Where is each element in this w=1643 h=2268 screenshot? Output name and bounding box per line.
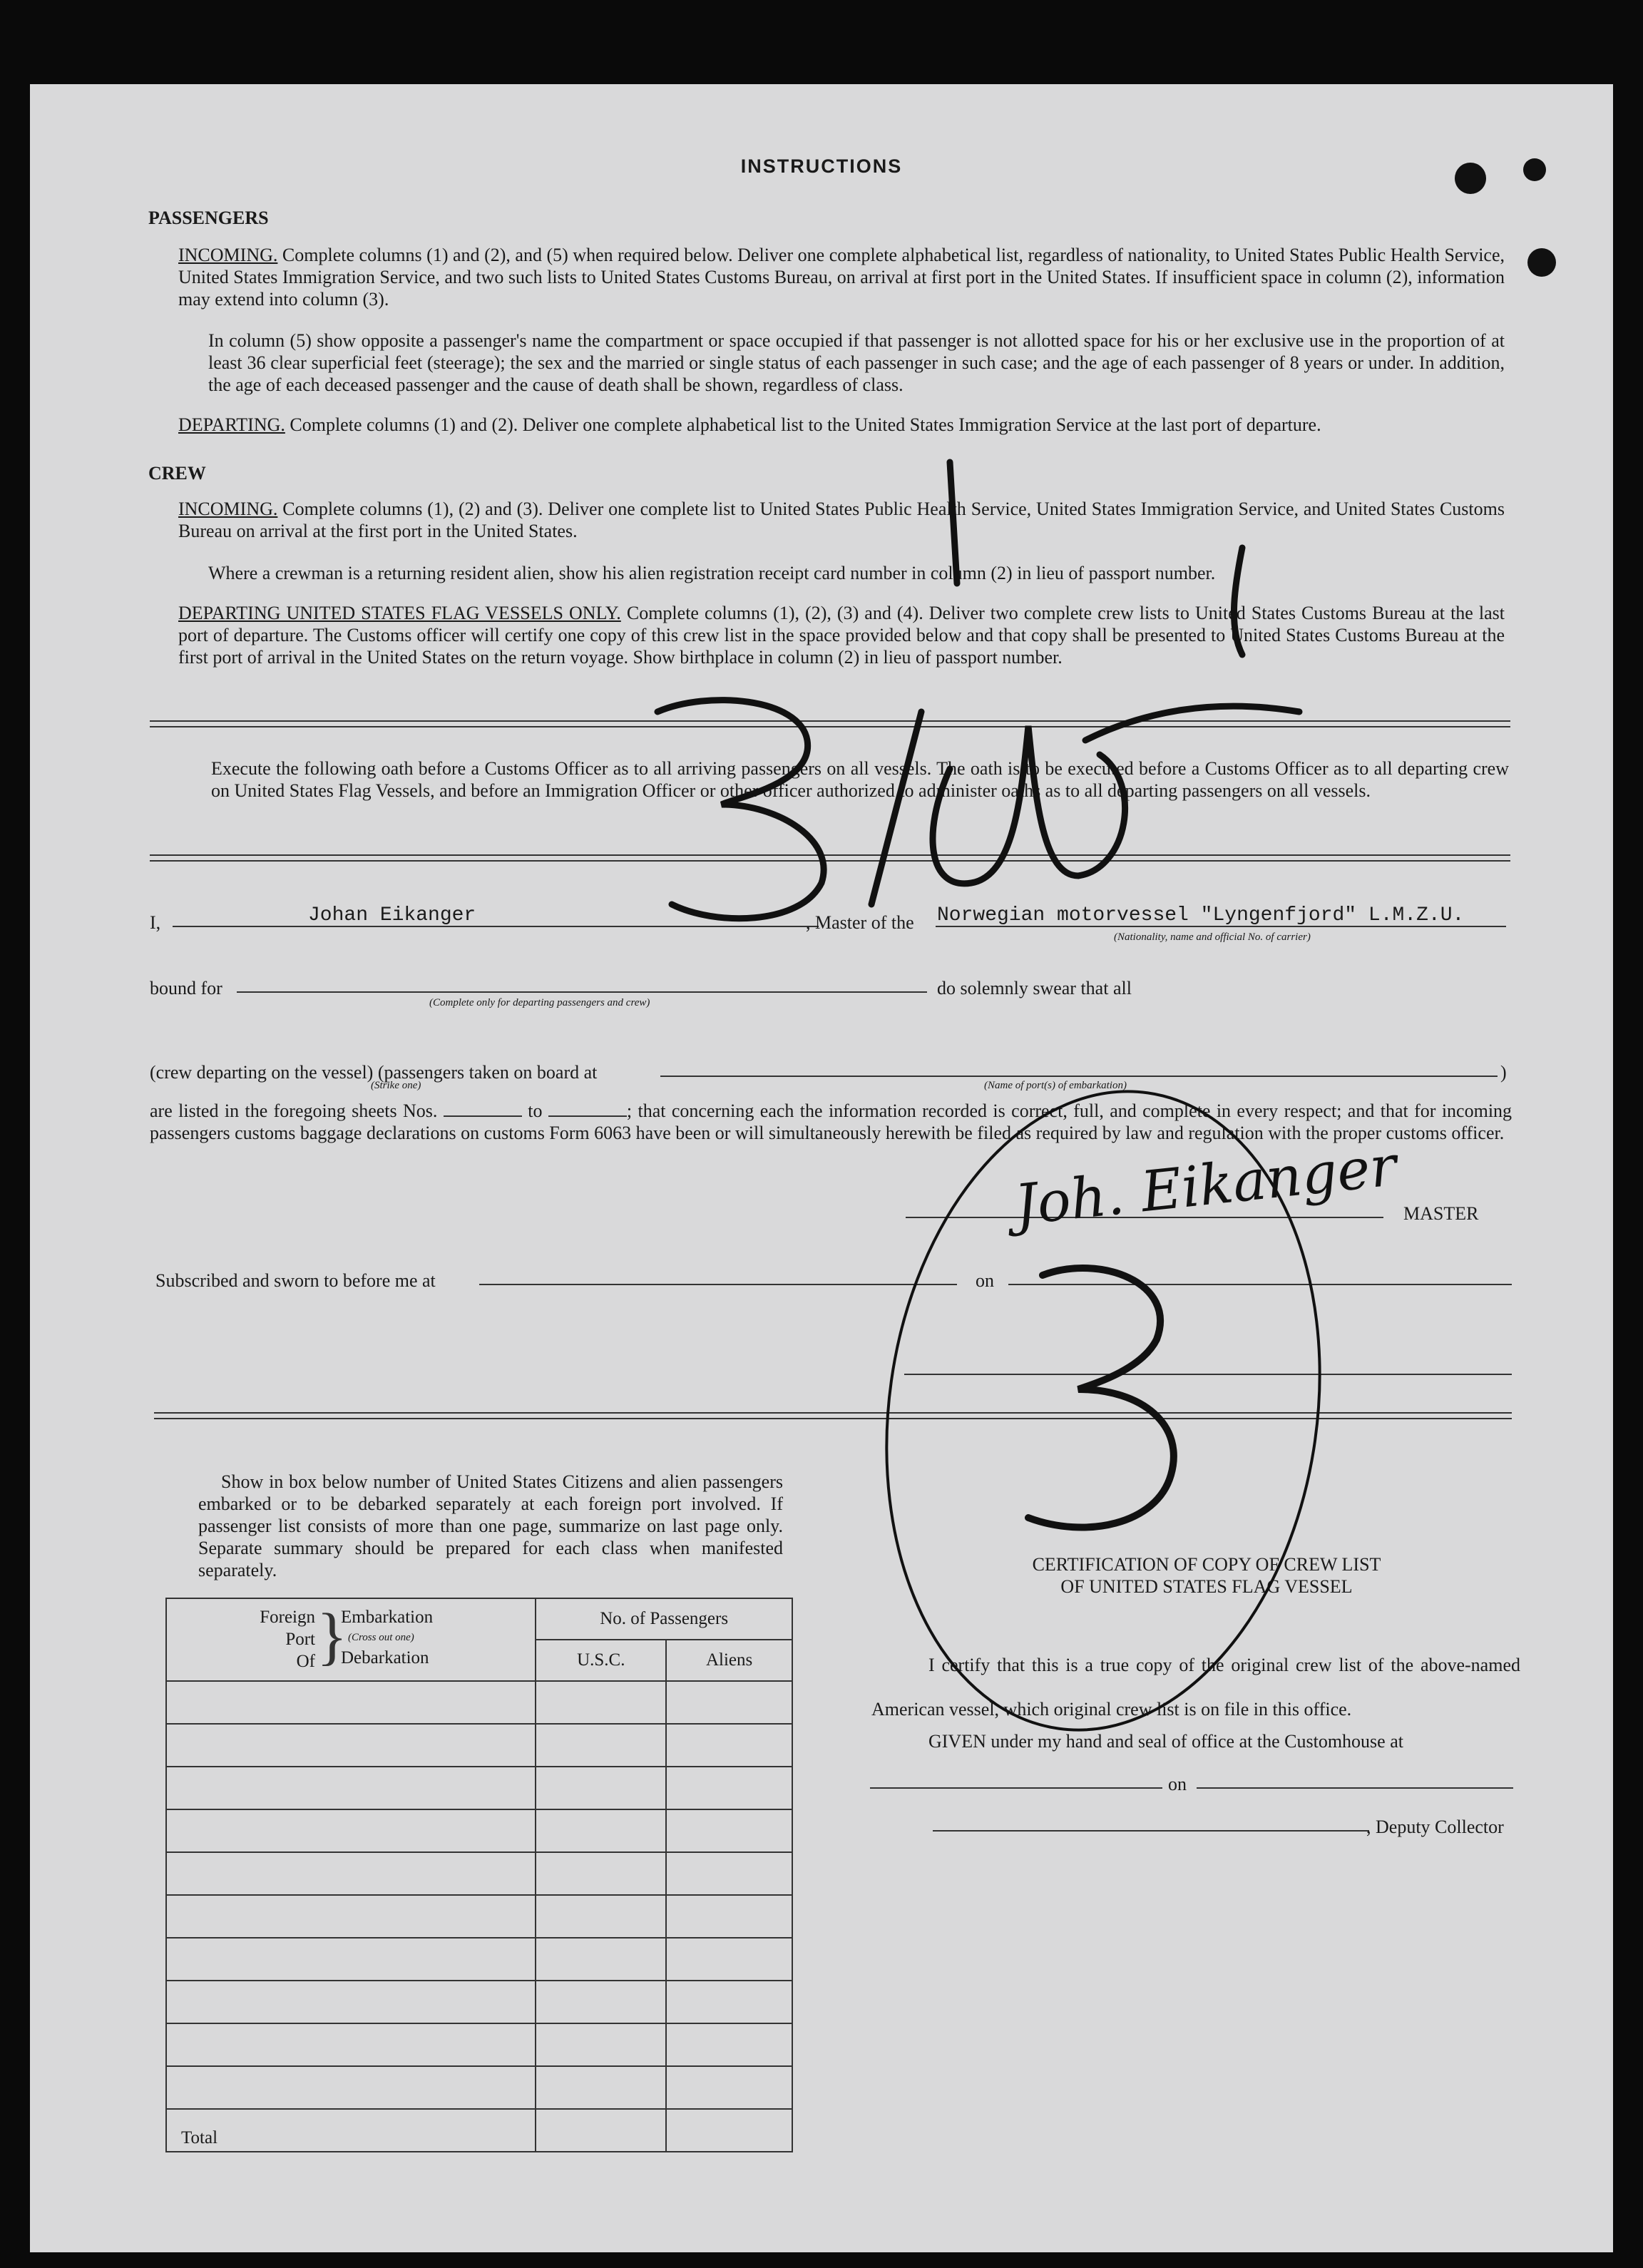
listed-text-1: are listed in the foregoing sheets Nos. [150, 1100, 438, 1121]
brace-icon: } [317, 1601, 348, 1672]
subscribed-label: Subscribed and sworn to before me at [155, 1270, 436, 1291]
passengers-incoming-label: INCOMING. [178, 245, 278, 265]
certification-title-2: OF UNITED STATES FLAG VESSEL [1060, 1576, 1353, 1597]
ink-blot-icon [1523, 158, 1546, 181]
col-foreign: Foreign [260, 1608, 315, 1627]
certification-title-1: CERTIFICATION OF COPY OF CREW LIST [1032, 1554, 1381, 1575]
passengers-departing-text: Complete columns (1) and (2). Deliver one complete alphabetical list to the United States Immigration Service at the last port of departure. [290, 414, 1321, 435]
ink-stroke-icon [1234, 548, 1242, 655]
passengers-heading: PASSENGERS [148, 208, 269, 228]
handwritten-tail-icon [1085, 706, 1299, 740]
page-title: INSTRUCTIONS [740, 155, 903, 177]
strike-caption: (Strike one) [371, 1080, 421, 1091]
subscribed-on-label: on [976, 1270, 994, 1291]
aliens-header: Aliens [666, 1640, 792, 1681]
bound-for-label: bound for [150, 978, 222, 998]
crew-incoming-label: INCOMING. [178, 499, 278, 519]
vessel-field[interactable]: Norwegian motorvessel "Lyngenfjord" L.M.Z.U. [937, 904, 1465, 926]
closing-paren: ) [1500, 1062, 1507, 1083]
circled-three-icon [1028, 1268, 1174, 1527]
ink-blot-icon [1455, 163, 1486, 194]
crew-departing-label: DEPARTING UNITED STATES FLAG VESSELS ONLY. [178, 603, 621, 623]
master-label: MASTER [1403, 1203, 1479, 1224]
passengers-incoming-text: Complete columns (1) and (2), and (5) when required below. Deliver one complete alphabetical list, regardless of nationality, to United States Public Health Service, United States Immigration Service, and two such lists to United States Customs Bureau, on arrival at first port in the United States. If insufficient space in column (2), information may extend into column (3). [178, 245, 1505, 310]
crew-departing-label: (crew departing on the vessel) (passengers taken on board at [150, 1062, 598, 1083]
handwritten-three-icon [657, 700, 824, 919]
usc-header: U.S.C. [536, 1640, 666, 1681]
handwritten-marks [30, 84, 1613, 2252]
crew-heading: CREW [148, 463, 206, 484]
document-page [30, 84, 1613, 2252]
master-name-field[interactable]: Johan Eikanger [308, 904, 476, 926]
master-signature: Joh. Eikanger [1011, 1134, 1400, 1238]
deputy-collector-label: , Deputy Collector [1366, 1817, 1504, 1837]
swear-label: do solemnly swear that all [937, 978, 1132, 998]
handwritten-two-icon [933, 726, 1125, 884]
crew-incoming-text: Complete columns (1), (2) and (3). Deliver one complete list to United States Public Health Service, United States Immigration Service, and United States Customs Bureau on arrival at the first port in the United States. [178, 499, 1505, 541]
oath-i-label: I, [150, 912, 161, 933]
listed-to: to [528, 1100, 543, 1121]
col-embarkation: Embarkation [341, 1608, 434, 1627]
master-of-label: , Master of the [806, 912, 914, 933]
summary-instruction: Show in box below number of United States Citizens and alien passengers embarked or to be debarked separately at each foreign port involved. If passenger list consists of more than one page, summarize on last page only. Separate summary should be prepared for each class when manifested separately. [198, 1471, 783, 1580]
listed-text-2: ; that concerning each the information recorded is correct, full, and complete in every respect; and that for incoming passengers customs baggage declarations on customs Form 6063 have been or will simultaneously herewith be filed as required by law and regulation with the proper customs officer. [150, 1100, 1513, 1143]
embarkation-caption: (Name of port(s) of embarkation) [984, 1080, 1127, 1091]
bound-for-caption: (Complete only for departing passengers and crew) [429, 997, 650, 1008]
fraction-annotation [1599, 1653, 1600, 1654]
passengers-column5-paragraph: In column (5) show opposite a passenger's name the compartment or space occupied if that passenger is not allotted space for his or her exclusive use in the proportion of at least 36 clear superficial feet (steerage); the sex and the married or single status of each passenger in such case; and the age of each passenger of 8 years or under. In addition, the age of each deceased passenger and the cause of death shall be shown, regardless of class. [208, 330, 1505, 395]
col-of: Of [296, 1652, 315, 1671]
oath-instruction: Execute the following oath before a Customs Officer as to all arriving passengers on all vessels. The oath is to be executed before a Customs Officer as to all departing crew on United States Flag Vessels, and before an Immigration Officer or other officer authorized to administer oaths as to all departing passengers on all vessels. [211, 758, 1509, 801]
circle-mark-icon [846, 1063, 1359, 1759]
ink-stroke-icon [950, 462, 957, 583]
certification-text-1: I certify that this is a true copy of the original crew list of the above-named American vessel, which original crew list is on file in this office. [871, 1655, 1520, 1720]
crew-departing-text: Complete columns (1), (2), (3) and (4). Deliver two complete crew lists to United States Customs Bureau at the last port of departure. The Customs officer will certify one copy of this crew list in the space provided below and that copy shall be presented to United States Customs Bureau at the first port of arrival in the United States on the return voyage. Show birthplace in column (2) in lieu of passport number. [178, 603, 1505, 668]
vessel-caption: (Nationality, name and official No. of carrier) [1114, 931, 1311, 943]
col-cross: (Cross out one) [348, 1632, 414, 1643]
col-port: Port [285, 1630, 315, 1649]
no-passengers-header: No. of Passengers [536, 1598, 792, 1640]
handwritten-slash-icon [871, 712, 921, 904]
ink-blot-icon [1527, 248, 1556, 277]
col-debarkation: Debarkation [341, 1648, 429, 1667]
crew-resident-paragraph: Where a crewman is a returning resident alien, show his alien registration receipt card number in column (2) in lieu of passport number. [208, 563, 1216, 583]
certification-text-2: GIVEN under my hand and seal of office at the Customhouse at [928, 1731, 1403, 1752]
passengers-departing-label: DEPARTING. [178, 414, 285, 435]
total-label: Total [166, 2109, 536, 2152]
certification-on-label: on [1168, 1774, 1187, 1794]
